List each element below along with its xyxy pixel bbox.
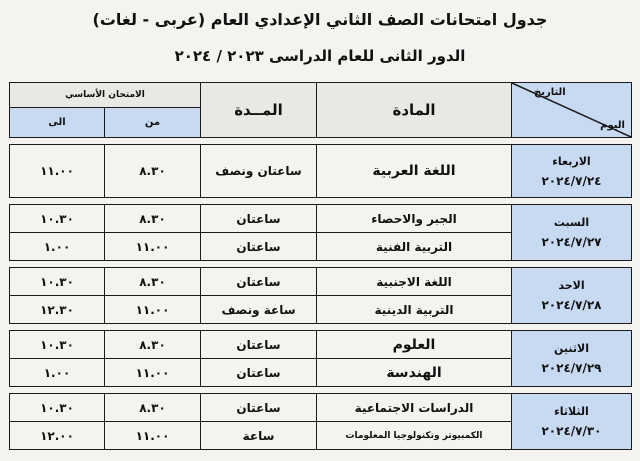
to-cell: ١٢.٠٠ (10, 422, 105, 450)
subject-cell: اللغة الاجنبية (317, 268, 512, 296)
day-date: ٢٠٢٤/٧/٢٨ (541, 298, 602, 312)
date-label: التاريخ (534, 87, 566, 98)
from-cell: ١١.٠٠ (105, 359, 201, 387)
duration-cell: ساعة ونصف (201, 296, 317, 324)
from-cell: ١١.٠٠ (105, 233, 201, 261)
table-row (10, 394, 632, 422)
day-cell (512, 205, 632, 261)
day-name: الاربعاء (552, 154, 591, 168)
subject-cell: اللغة العربية (317, 145, 512, 198)
day-name: الثلاثاء (554, 405, 589, 418)
day-name: الاثنين (554, 342, 589, 355)
duration-cell: ساعتان (201, 394, 317, 422)
table-row (10, 145, 632, 198)
duration-cell: ساعتان (201, 331, 317, 359)
day-cell (512, 268, 632, 324)
day-date: ٢٠٢٤/٧/٣٠ (541, 424, 602, 438)
table-row (10, 331, 632, 359)
day-date: ٢٠٢٤/٧/٢٧ (541, 235, 602, 249)
day-date: ٢٠٢٤/٧/٢٩ (541, 361, 602, 375)
subject-cell: الجبر والاحصاء (317, 205, 512, 233)
day-cell (512, 331, 632, 387)
from-cell: ١١.٠٠ (105, 296, 201, 324)
duration-cell: ساعتان (201, 268, 317, 296)
to-cell: ١٠.٣٠ (10, 394, 105, 422)
subject-cell: التربية الدينية (317, 296, 512, 324)
duration-cell: ساعتان (201, 233, 317, 261)
to-cell: ١٠.٣٠ (10, 331, 105, 359)
duration-cell: ساعتان ونصف (201, 145, 317, 198)
exam-header: الامتحان الأساسي (10, 83, 201, 108)
to-cell: ١.٠٠ (10, 233, 105, 261)
from-cell: ٨.٣٠ (105, 145, 201, 198)
duration-cell: ساعتان (201, 205, 317, 233)
to-cell: ١٠.٣٠ (10, 205, 105, 233)
exam-schedule-table (9, 82, 632, 450)
subject-cell: الكمبيوتر وتكنولوجيا المعلومات (317, 422, 512, 450)
table-row (10, 205, 632, 233)
duration-cell: ساعة (201, 422, 317, 450)
duration-cell: ساعتان (201, 359, 317, 387)
to-cell: ١٠.٣٠ (10, 268, 105, 296)
subject-cell: الدراسات الاجتماعية (317, 394, 512, 422)
from-cell: ٨.٣٠ (105, 205, 201, 233)
from-cell: ٨.٣٠ (105, 268, 201, 296)
day-date: ٢٠٢٤/٧/٢٤ (541, 173, 602, 188)
to-header: الى (10, 107, 105, 137)
table-row (10, 268, 632, 296)
from-header: من (105, 107, 201, 137)
day-name: الاحد (558, 279, 585, 292)
to-cell: ١١.٠٠ (10, 145, 105, 198)
to-cell: ١.٠٠ (10, 359, 105, 387)
duration-header: المــدة (201, 83, 317, 138)
date-day-header (512, 83, 632, 138)
day-label: اليوم (600, 120, 625, 131)
subject-cell: الهندسة (317, 359, 512, 387)
subject-cell: التربية الفنية (317, 233, 512, 261)
day-cell (512, 145, 632, 198)
to-cell: ١٢.٣٠ (10, 296, 105, 324)
page-subtitle: الدور الثانى للعام الدراسى ٢٠٢٣ / ٢٠٢٤ (174, 47, 466, 65)
subject-header: المادة (317, 83, 512, 138)
from-cell: ٨.٣٠ (105, 394, 201, 422)
from-cell: ١١.٠٠ (105, 422, 201, 450)
page-title: جدول امتحانات الصف الثاني الإعدادي العام (عربى - لغات) (92, 10, 548, 29)
day-cell (512, 394, 632, 450)
subject-cell: العلوم (317, 331, 512, 359)
from-cell: ٨.٣٠ (105, 331, 201, 359)
day-name: السبت (553, 216, 590, 229)
